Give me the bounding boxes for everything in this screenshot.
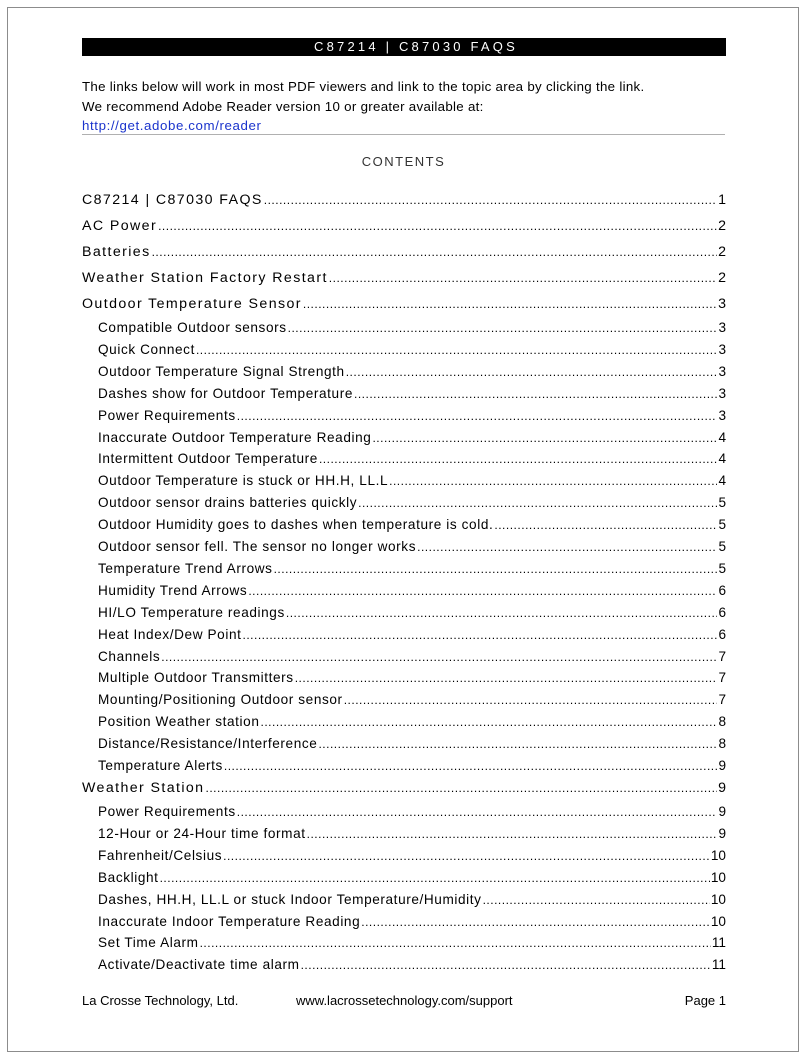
divider xyxy=(82,134,725,135)
toc-entry-title: Humidity Trend Arrows xyxy=(98,582,248,598)
toc-entry-page: 3 xyxy=(718,407,726,423)
toc-entry-title: Activate/Deactivate time alarm xyxy=(98,957,300,973)
toc-entry[interactable] xyxy=(82,430,726,445)
toc-dot-leader xyxy=(274,562,718,576)
toc-dot-leader xyxy=(354,387,717,401)
toc-entry-page: 9 xyxy=(718,804,726,819)
toc-entry-title: Temperature Alerts xyxy=(98,758,223,773)
intro-line-1: The links below will work in most PDF viewers and link to the topic area by clicking the link. xyxy=(82,79,645,94)
toc-dot-leader xyxy=(318,737,717,751)
toc-entry-title: Position Weather station xyxy=(98,714,260,730)
toc-entry[interactable] xyxy=(82,804,726,819)
toc-entry-title: Outdoor Temperature is stuck or HH.H, LL.L xyxy=(98,473,389,489)
contents-heading: CONTENTS xyxy=(361,154,446,169)
toc-dot-leader xyxy=(307,827,718,841)
toc-entry[interactable] xyxy=(82,583,726,598)
toc-dot-leader xyxy=(319,452,718,466)
toc-entry-page: 3 xyxy=(718,341,726,357)
toc-entry-title: Inaccurate Outdoor Temperature Reading xyxy=(98,429,372,445)
toc-dot-leader xyxy=(161,650,717,664)
toc-entry[interactable] xyxy=(82,736,726,751)
toc-entry-page: 8 xyxy=(718,736,726,752)
page-title: C87214 | C87030 FAQS xyxy=(82,38,726,56)
toc-entry-page: 5 xyxy=(718,560,726,576)
toc-entry-page: 1 xyxy=(718,192,726,208)
toc-dot-leader xyxy=(160,871,710,885)
toc-entry-page: 5 xyxy=(718,539,726,554)
toc-dot-leader xyxy=(196,343,717,357)
toc-entry-title: Set Time Alarm xyxy=(98,935,199,951)
toc-dot-leader xyxy=(223,849,710,863)
toc-entry[interactable] xyxy=(82,935,726,950)
toc-entry-page: 3 xyxy=(718,320,726,335)
toc-entry[interactable] xyxy=(82,914,726,929)
toc-entry-page: 3 xyxy=(718,296,726,312)
toc-entry-page: 6 xyxy=(718,604,726,620)
toc-entry[interactable] xyxy=(82,826,726,841)
toc-entry-title: Power Requirements xyxy=(98,804,236,819)
toc-entry-title: Compatible Outdoor sensors xyxy=(98,320,287,335)
toc-entry-title: Intermittent Outdoor Temperature xyxy=(98,451,318,467)
toc-entry[interactable] xyxy=(82,451,726,466)
toc-dot-leader xyxy=(295,671,718,685)
toc-entry[interactable] xyxy=(82,386,726,401)
toc-dot-leader xyxy=(261,715,718,729)
toc-entry-title: Outdoor sensor drains batteries quickly xyxy=(98,495,358,511)
toc-entry[interactable] xyxy=(82,649,726,664)
toc-entry[interactable] xyxy=(82,670,726,685)
toc-entry[interactable] xyxy=(82,192,726,208)
toc-entry-title: HI/LO Temperature readings xyxy=(98,604,285,620)
toc-entry-page: 2 xyxy=(718,218,726,234)
toc-dot-leader xyxy=(389,474,717,488)
toc-entry-title: Dashes show for Outdoor Temperature xyxy=(98,385,353,401)
toc-entry[interactable] xyxy=(82,408,726,423)
toc-dot-leader xyxy=(288,321,718,335)
toc-entry[interactable] xyxy=(82,957,726,972)
toc-dot-leader xyxy=(264,193,717,207)
toc-entry-title: Fahrenheit/Celsius xyxy=(98,847,223,863)
toc-entry[interactable] xyxy=(82,561,726,576)
toc-entry-title: Quick Connect xyxy=(98,341,195,357)
toc-entry-page: 10 xyxy=(710,869,726,885)
toc-entry-title: Backlight xyxy=(98,869,159,885)
toc-entry-title: Mounting/Positioning Outdoor sensor xyxy=(98,692,343,708)
toc-dot-leader xyxy=(205,781,717,795)
toc-entry-title: Multiple Outdoor Transmitters xyxy=(98,670,294,686)
toc-entry[interactable] xyxy=(82,539,726,554)
toc-dot-leader xyxy=(372,431,717,445)
toc-dot-leader xyxy=(483,893,710,907)
toc-dot-leader xyxy=(494,518,717,532)
toc-entry-page: 5 xyxy=(718,517,726,533)
toc-entry-title: C87214 | C87030 FAQS xyxy=(82,192,263,208)
toc-entry[interactable] xyxy=(82,320,726,335)
toc-entry[interactable] xyxy=(82,627,726,642)
toc-entry-page: 6 xyxy=(718,626,726,642)
toc-entry-page: 3 xyxy=(718,363,726,379)
toc-entry-title: Outdoor Temperature Signal Strength xyxy=(98,363,345,379)
toc-dot-leader xyxy=(358,496,717,510)
toc-entry-page: 9 xyxy=(718,780,726,796)
intro-line-2: We recommend Adobe Reader version 10 or greater available at: xyxy=(82,98,484,114)
toc-entry[interactable] xyxy=(82,517,726,532)
toc-dot-leader xyxy=(237,805,718,819)
toc-dot-leader xyxy=(301,958,711,972)
toc-entry-page: 8 xyxy=(718,714,726,730)
toc-entry-page: 6 xyxy=(718,582,726,598)
toc-dot-leader xyxy=(237,409,718,423)
toc-entry[interactable] xyxy=(82,495,726,510)
toc-dot-leader xyxy=(224,759,718,773)
toc-entry-page: 7 xyxy=(718,692,726,708)
footer-url[interactable]: www.lacrossetechnology.com/support xyxy=(296,993,513,1008)
toc-entry-title: Outdoor Humidity goes to dashes when temperature is cold. xyxy=(98,517,494,533)
toc-dot-leader xyxy=(346,365,718,379)
toc-entry[interactable] xyxy=(82,714,726,729)
toc-entry-page: 4 xyxy=(718,451,726,467)
toc-dot-leader xyxy=(158,219,717,233)
toc-entry[interactable] xyxy=(82,848,726,863)
toc-entry[interactable] xyxy=(82,244,726,260)
toc-entry-title: Heat Index/Dew Point xyxy=(98,626,242,642)
footer xyxy=(82,993,726,1009)
toc-entry-title: Weather Station Factory Restart xyxy=(82,270,328,286)
toc-entry-title: AC Power xyxy=(82,218,158,234)
toc-entry-page: 4 xyxy=(718,429,726,445)
toc-entry[interactable] xyxy=(82,218,726,234)
toc-dot-leader xyxy=(303,297,717,311)
toc-entry-title: Channels xyxy=(98,648,161,664)
toc-entry-title: Distance/Resistance/Interference xyxy=(98,736,318,752)
toc-entry-title: Outdoor Temperature Sensor xyxy=(82,296,302,312)
toc-entry-page: 11 xyxy=(711,935,726,951)
toc-dot-leader xyxy=(152,245,718,259)
toc-entry-page: 10 xyxy=(710,891,726,907)
toc-dot-leader xyxy=(329,271,717,285)
footer-page-number: Page 1 xyxy=(684,993,726,1008)
toc-entry-page: 5 xyxy=(718,495,726,511)
toc-entry[interactable] xyxy=(82,780,726,796)
toc-dot-leader xyxy=(200,936,711,950)
toc-entry[interactable] xyxy=(82,270,726,286)
toc-entry-page: 9 xyxy=(718,825,726,841)
toc-entry[interactable] xyxy=(82,870,726,885)
toc-entry[interactable] xyxy=(82,473,726,488)
toc-entry-title: 12-Hour or 24-Hour time format xyxy=(98,825,306,841)
toc-entry[interactable] xyxy=(82,605,726,620)
toc-entry-page: 7 xyxy=(718,648,726,664)
toc-entry-page: 9 xyxy=(718,758,726,773)
toc-entry[interactable] xyxy=(82,364,726,379)
toc-entry[interactable] xyxy=(82,758,726,773)
intro-text xyxy=(82,77,732,136)
toc-entry-title: Inaccurate Indoor Temperature Reading xyxy=(98,913,361,929)
toc-entry-title: Power Requirements xyxy=(98,407,236,423)
toc-entry-page: 10 xyxy=(710,847,726,863)
toc-dot-leader xyxy=(286,606,718,620)
toc-entry[interactable] xyxy=(82,342,726,357)
toc-entry-page: 3 xyxy=(718,385,726,401)
toc-entry[interactable] xyxy=(82,296,726,312)
toc-entry[interactable] xyxy=(82,892,726,907)
toc-entry-page: 10 xyxy=(710,913,726,929)
toc-dot-leader xyxy=(417,540,717,554)
toc-entry-title: Outdoor sensor fell. The sensor no longer works xyxy=(98,539,417,554)
toc-entry-page: 2 xyxy=(718,270,726,286)
toc-dot-leader xyxy=(248,584,717,598)
toc-entry-page: 11 xyxy=(711,957,726,973)
toc-entry-page: 4 xyxy=(718,473,726,489)
toc-dot-leader xyxy=(344,693,718,707)
adobe-reader-link[interactable]: http://get.adobe.com/reader xyxy=(82,118,262,133)
toc-entry-page: 7 xyxy=(718,670,726,686)
toc-entry-title: Batteries xyxy=(82,244,151,260)
footer-company: La Crosse Technology, Ltd. xyxy=(82,993,239,1008)
toc-entry[interactable] xyxy=(82,692,726,707)
toc-entry-page: 2 xyxy=(718,244,726,260)
toc-entry-title: Dashes, HH.H, LL.L or stuck Indoor Temperature/Humidity xyxy=(98,891,482,907)
toc-dot-leader xyxy=(242,628,717,642)
toc-dot-leader xyxy=(361,915,710,929)
toc-entry-title: Temperature Trend Arrows xyxy=(98,560,273,576)
toc-entry-title: Weather Station xyxy=(82,780,205,796)
